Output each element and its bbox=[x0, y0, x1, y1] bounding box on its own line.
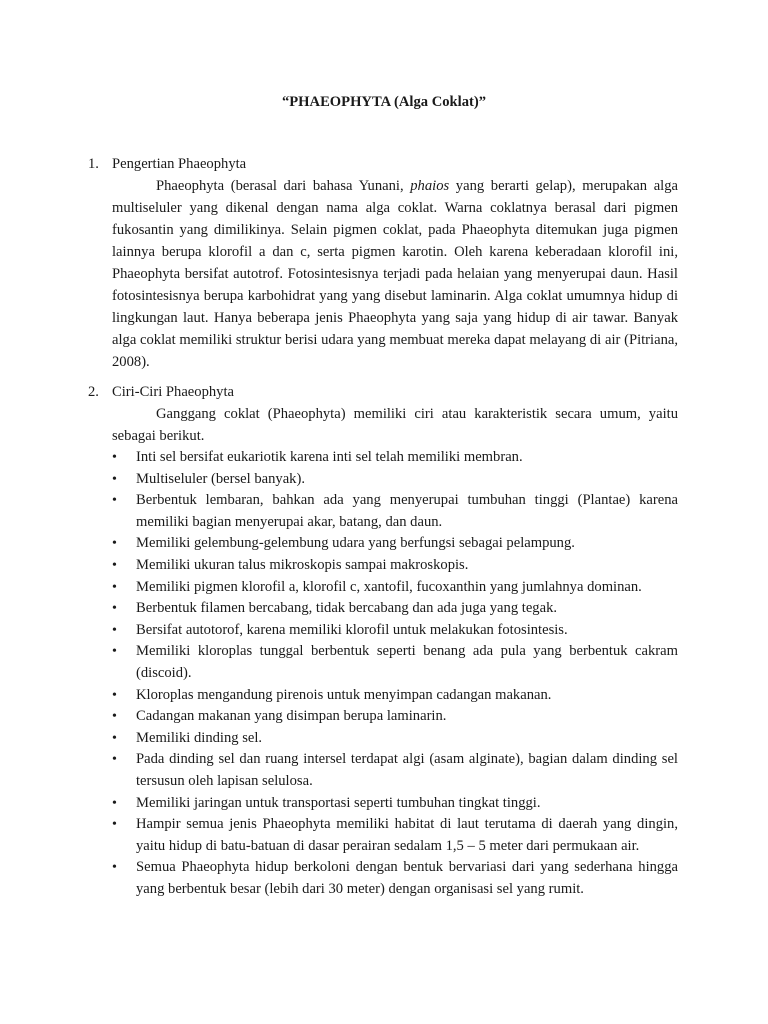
document-title: “PHAEOPHYTA (Alga Coklat)” bbox=[281, 94, 487, 110]
section-number: 1. bbox=[88, 156, 99, 172]
list-item: • Kloroplas mengandung pirenois untuk menyimpan cadangan makanan. bbox=[112, 685, 678, 707]
list-item: • Semua Phaeophyta hidup berkoloni dengan bentuk bervariasi dari yang sederhana hingga yang berbentuk besar (lebih dari 30 meter) dengan organisasi sel yang rumit. bbox=[112, 857, 678, 900]
paragraph-text-end: yang berarti gelap), merupakan alga multiseluler yang dikenal dengan nama alga coklat. Warna coklatnya berasal dari pigmen fukosantin yang dimilikinya. Selain pigmen coklat, pada Phaeophyta ditemukan juga pigmen lainnya berupa klorofil a dan c, serta pigmen karotin. Oleh karena keberadaan klorofil ini, Phaeophyta bersifat autotrof. Fotosintesisnya terjadi pada helaian yang menyerupai daun. Hasil fotosintesisnya berupa karbohidrat yang yang disebut laminarin. Alga coklat umumnya hidup di lingkungan laut. Hanya beberapa jenis Phaeophyta yang saja yang hidup di air tawar. Banyak alga coklat memiliki struktur berisi udara yang membuat mereka dapat melayang di air (Pitriana, 2008). bbox=[112, 178, 678, 370]
list-item: • Hampir semua jenis Phaeophyta memiliki habitat di laut terutama di daerah yang dingin, yaitu hidup di batu-batuan di dasar perairan sedalam 1,5 – 5 meter dari permukaan air. bbox=[112, 814, 678, 857]
list-item: • Memiliki kloroplas tunggal berbentuk seperti benang ada pula yang berbentuk cakram (discoid). bbox=[112, 641, 678, 684]
list-item: • Pada dinding sel dan ruang intersel terdapat algi (asam alginate), bagian dalam dinding sel tersusun oleh lapisan selulosa. bbox=[112, 749, 678, 792]
list-item: • Berbentuk lembaran, bahkan ada yang menyerupai tumbuhan tinggi (Plantae) karena memiliki bagian menyerupai akar, batang, dan daun. bbox=[112, 490, 678, 533]
section-heading bbox=[88, 153, 678, 175]
section-heading-text: Pengertian Phaeophyta bbox=[112, 156, 247, 172]
characteristics-list bbox=[112, 447, 678, 900]
list-item: • Inti sel bersifat eukariotik karena inti sel telah memiliki membran. bbox=[112, 447, 678, 469]
section-heading-text: Ciri-Ciri Phaeophyta bbox=[112, 384, 235, 400]
list-item: • Multiseluler (bersel banyak). bbox=[112, 469, 678, 491]
section-ciri-ciri bbox=[88, 381, 678, 900]
list-item: • Memiliki jaringan untuk transportasi seperti tumbuhan tingkat tinggi. bbox=[112, 793, 678, 815]
list-item: • Cadangan makanan yang disimpan berupa laminarin. bbox=[112, 706, 678, 728]
list-item: • Memiliki dinding sel. bbox=[112, 728, 678, 750]
list-item: • Bersifat autotorof, karena memiliki klorofil untuk melakukan fotosintesis. bbox=[112, 620, 678, 642]
paragraph-italic-term: phaios bbox=[410, 178, 450, 194]
section-heading bbox=[88, 381, 678, 403]
section-pengertian bbox=[88, 153, 678, 373]
section-paragraph bbox=[112, 175, 678, 373]
list-item: • Memiliki gelembung-gelembung udara yang berfungsi sebagai pelampung. bbox=[112, 533, 678, 555]
section-number: 2. bbox=[88, 384, 99, 400]
section-intro: Ganggang coklat (Phaeophyta) memiliki ciri atau karakteristik secara umum, yaitu sebagai berikut. bbox=[112, 406, 678, 444]
paragraph-text-start: Phaeophyta (berasal dari bahasa Yunani, bbox=[156, 178, 411, 194]
list-item: • Memiliki pigmen klorofil a, klorofil c, xantofil, fucoxanthin yang jumlahnya dominan. bbox=[112, 577, 678, 599]
list-item: • Berbentuk filamen bercabang, tidak bercabang dan ada juga yang tegak. bbox=[112, 598, 678, 620]
list-item: • Memiliki ukuran talus mikroskopis sampai makroskopis. bbox=[112, 555, 678, 577]
